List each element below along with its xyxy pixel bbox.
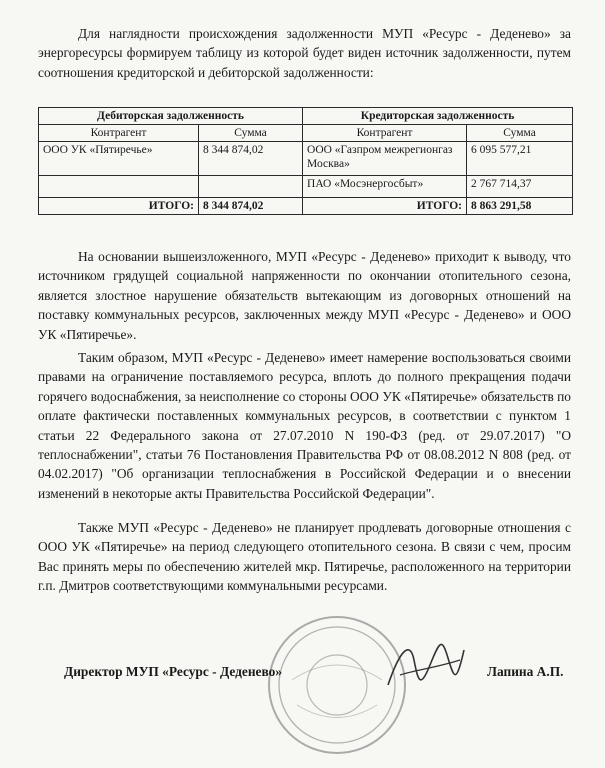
credit-total-value: 8 863 291,58 [467,198,573,215]
paragraph-intention [38,348,571,503]
paragraph-request [38,518,571,596]
debit-sum-cell [199,176,303,198]
table-group-header-row [39,108,573,125]
intro-text: Для наглядности происхождения задолженности МУП «Ресурс - Деденево» за энергоресурсы формируем таблицу из которой будет виден источник задолженности, путем соотношения кредиторской и дебиторской задолженности: [38,26,571,80]
table-total-row [39,198,573,215]
credit-header: Кредиторская задолженность [303,108,573,125]
paragraph-request-text: Также МУП «Ресурс - Деденево» не планирует продлевать договорные отношения с ООО УК «Пятиречье» на период следующего отопительного сезона. В связи с чем, просим Вас принять меры по обеспечению жителей мкр. Пятиречье, расположенного на территории г.п. Дмитров соответствующими коммунальными ресурсами. [38,520,571,594]
debit-contragent-header: Контрагент [39,125,199,142]
intro-paragraph [38,24,571,82]
debit-name-cell: ООО УК «Пятиречье» [39,142,199,176]
credit-sum-header: Сумма [467,125,573,142]
debit-sum-header: Сумма [199,125,303,142]
debit-total-label: ИТОГО: [39,198,199,215]
paragraph-intention-text: Таким образом, МУП «Ресурс - Деденево» имеет намерение воспользоваться своими правами на ограничение поставляемого ресурса, вплоть до полного прекращения подачи горячего водоснабжения, за неисполнение со стороны ООО УК «Пятиречье» обязательств по оплате фактически поставленных коммунальных ресурсов, в соответствии с пунктом 1 статьи 22 Федерального закона от 27.07.2010 N 190-ФЗ (ред. от 29.07.2017) "О теплоснабжении", статьи 76 Постановления Правительства РФ от 08.08.2012 N 808 (ред. от 04.02.2017) "Об организации теплоснабжения в Российской Федерации и о внесении изменений в некоторые акты Правительства Российской Федерации". [38,350,571,501]
paragraph-conclusion [38,247,571,344]
credit-sum-cell: 6 095 577,21 [467,142,573,176]
table-column-header-row [39,125,573,142]
credit-name-cell: ООО «Газпром межрегионгаз Москва» [303,142,467,176]
signature-scribble-icon [380,630,470,700]
director-name: Лапина А.П. [487,664,564,679]
credit-name-cell: ПАО «Мосэнергосбыт» [303,176,467,198]
debit-name-cell [39,176,199,198]
debt-table [38,107,573,215]
director-position: Директор МУП «Ресурс - Деденево» [64,664,283,679]
debit-header: Дебиторская задолженность [39,108,303,125]
credit-total-label: ИТОГО: [303,198,467,215]
table-row [39,142,573,176]
table-row [39,176,573,198]
debit-total-value: 8 344 874,02 [199,198,303,215]
debit-sum-cell: 8 344 874,02 [199,142,303,176]
credit-sum-cell: 2 767 714,37 [467,176,573,198]
paragraph-conclusion-text: На основании вышеизложенного, МУП «Ресурс - Деденево» приходит к выводу, что источником грядущей социальной напряженности по окончании отопительного сезона, является злостное нарушение обязательств вытекающим из договорных отношений на поставку коммунальных ресурсов, заключенных между МУП «Ресурс - Деденево» и ООО УК «Пятиречье». [38,249,571,342]
credit-contragent-header: Контрагент [303,125,467,142]
